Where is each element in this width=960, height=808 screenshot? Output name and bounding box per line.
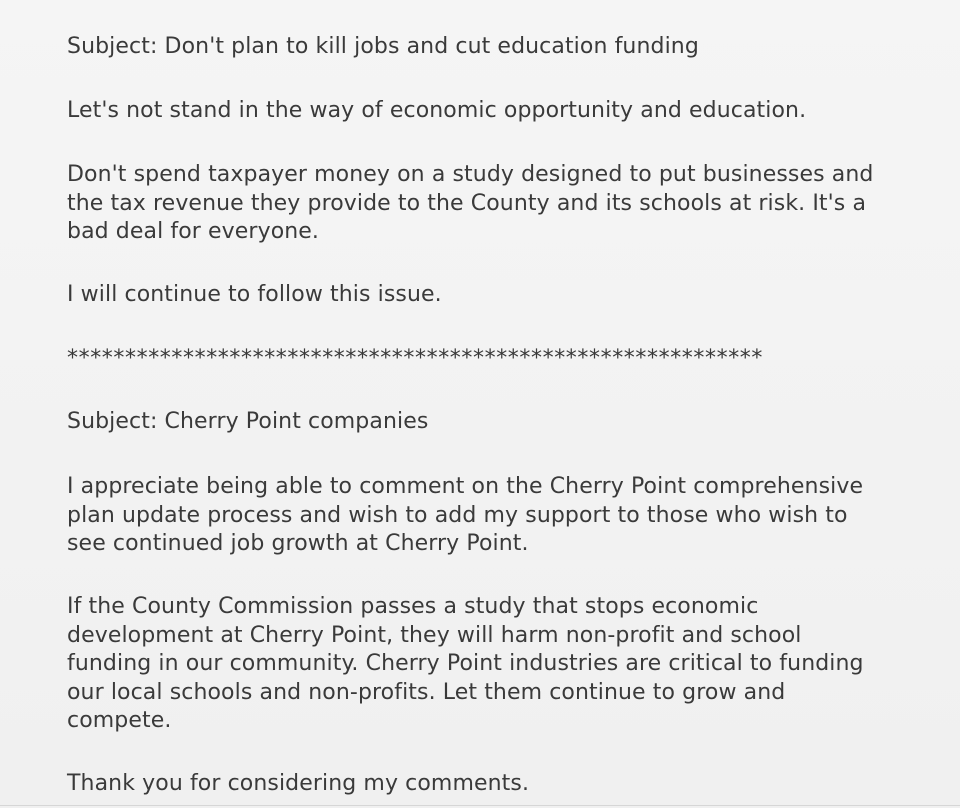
email2-paragraph-1-line-1: I appreciate being able to comment on the Cherry Point comprehensive: [67, 474, 864, 499]
email1-paragraph-3: I will continue to follow this issue.: [67, 282, 442, 307]
email1-paragraph-2-line-3: bad deal for everyone.: [67, 219, 320, 244]
email2-paragraph-1-line-2: plan update process and wish to add my support to those who wish to: [67, 502, 848, 528]
separator-line: ************************************************************: [67, 346, 763, 371]
email1-paragraph-2-line-2: the tax revenue they provide to the County and its schools at risk. It's a: [67, 190, 867, 216]
email1-paragraph-2-line-1: Don't spend taxpayer money on a study designed to put businesses and: [67, 162, 874, 187]
bottom-divider: [0, 805, 960, 806]
email2-subject: Subject: Cherry Point companies: [67, 409, 429, 434]
email2-paragraph-2-line-2: development at Cherry Point, they will harm non-profit and school: [67, 622, 802, 648]
email2-paragraph-1-line-3: see continued job growth at Cherry Point.: [67, 531, 529, 556]
email2-paragraph-2-line-1: If the County Commission passes a study that stops economic: [67, 594, 759, 619]
email1-subject: Subject: Don't plan to kill jobs and cut education funding: [67, 34, 699, 59]
email2-paragraph-3: Thank you for considering my comments.: [67, 771, 530, 796]
email2-paragraph-2-line-4: our local schools and non-profits. Let them continue to grow and: [67, 679, 786, 705]
email2-paragraph-2-line-5: compete.: [67, 708, 172, 733]
email1-paragraph-1: Let's not stand in the way of economic opportunity and education.: [67, 98, 807, 123]
email2-paragraph-2-line-3: funding in our community. Cherry Point industries are critical to funding: [67, 651, 864, 676]
